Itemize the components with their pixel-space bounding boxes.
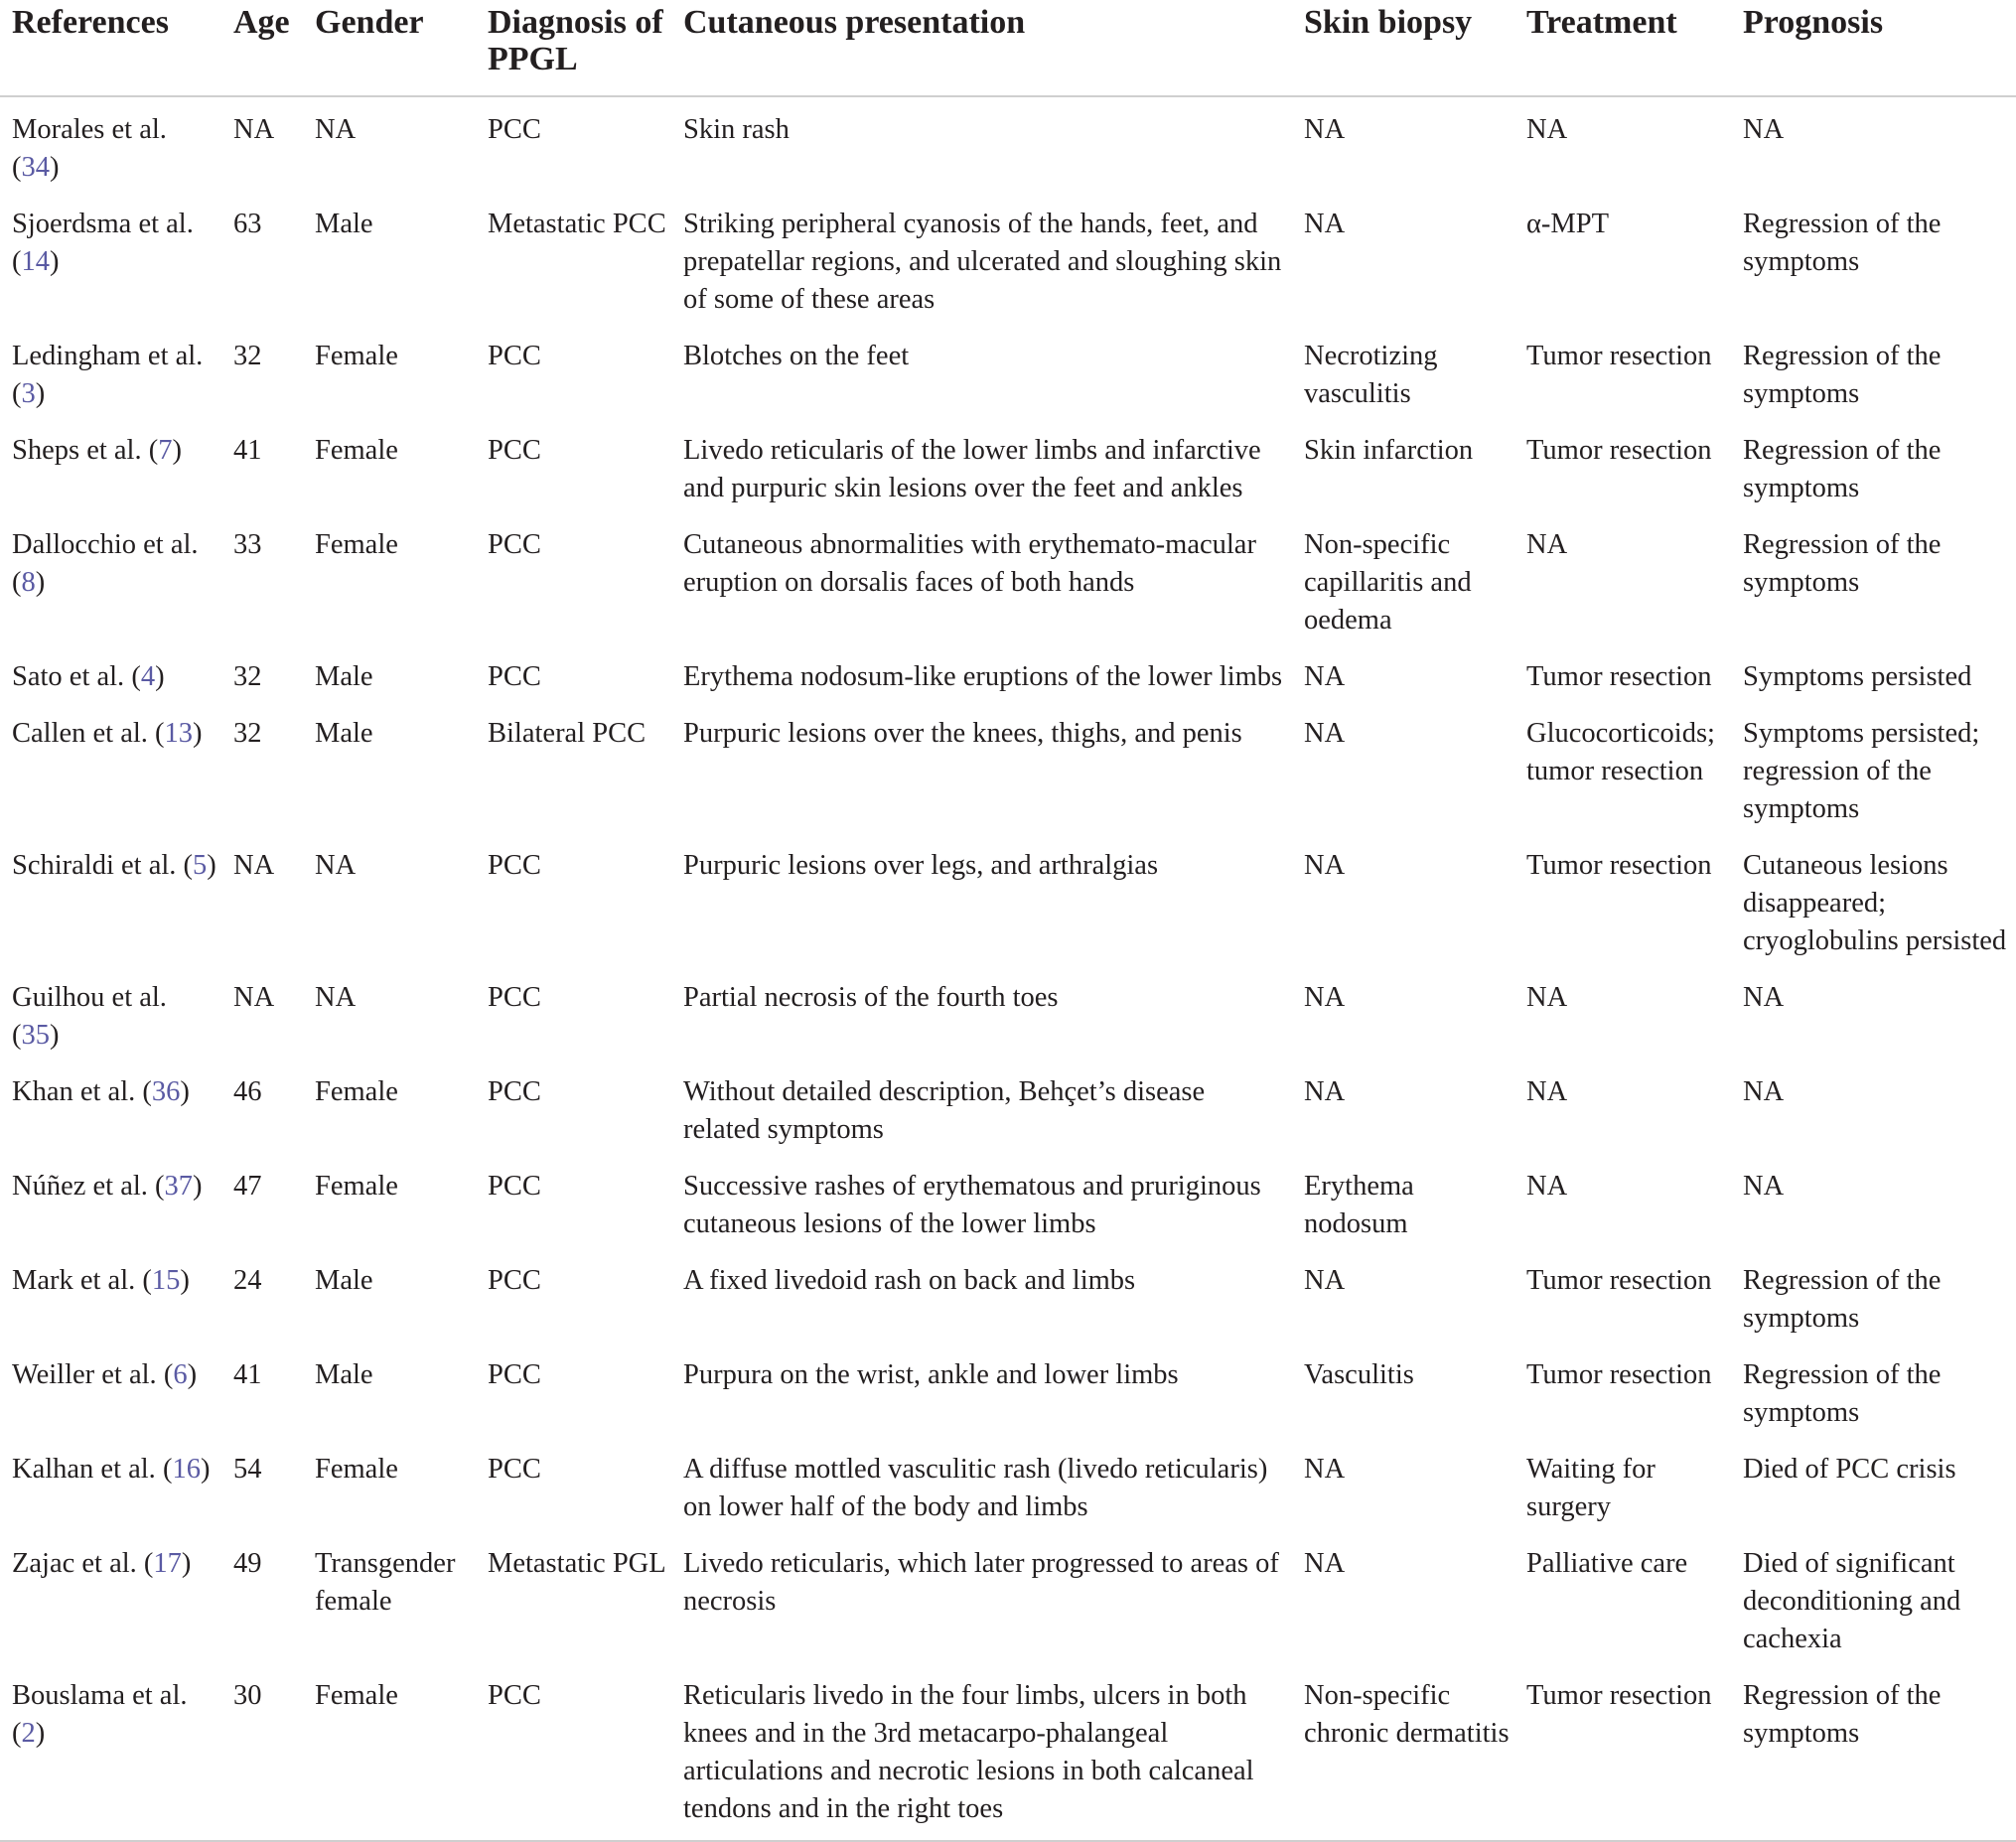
- cell-gender: Male: [315, 1359, 373, 1390]
- cell-gender: Female: [315, 435, 398, 466]
- cell-diagnosis: PCC: [488, 1265, 541, 1296]
- cell-treatment: Glucocorticoids; tumor resection: [1526, 718, 1715, 786]
- cell-prognosis: NA: [1743, 982, 1785, 1013]
- cell-cutaneous-presentation: Striking peripheral cyanosis of the hands, feet, and prepatellar regions, and ulcerated and sloughing skin of some of these areas: [683, 209, 1282, 315]
- cell-cutaneous-presentation: Without detailed description, Behçet’s disease related symptoms: [683, 1076, 1206, 1145]
- reference-link[interactable]: 34: [21, 152, 50, 183]
- reference-link[interactable]: 13: [164, 718, 194, 749]
- table-row: [0, 1060, 2016, 1154]
- cell-age: 41: [233, 1359, 262, 1390]
- table-row: [0, 1154, 2016, 1248]
- cell-skin-biopsy: NA: [1304, 982, 1346, 1013]
- table-row: [0, 833, 2016, 965]
- cell-treatment: NA: [1526, 114, 1568, 145]
- cell-treatment: Tumor resection: [1526, 1359, 1712, 1390]
- cell-reference: Núñez et al. (37): [12, 1171, 203, 1202]
- table-body: [0, 96, 2016, 1841]
- table-row: [0, 965, 2016, 1060]
- reference-link[interactable]: 2: [21, 1718, 36, 1749]
- cell-prognosis: Died of PCC crisis: [1743, 1454, 1956, 1485]
- reference-author: Schiraldi et al.: [12, 850, 177, 881]
- cell-reference: Sjoerdsma et al. (14): [12, 209, 194, 277]
- cell-prognosis: Regression of the symptoms: [1743, 1359, 1942, 1428]
- cell-gender: Female: [315, 341, 398, 371]
- cell-treatment: NA: [1526, 982, 1568, 1013]
- header-age: Age: [221, 0, 303, 96]
- reference-link[interactable]: 15: [151, 1265, 181, 1296]
- header-row: [0, 0, 2016, 96]
- cell-diagnosis: PCC: [488, 850, 541, 881]
- cell-gender: NA: [315, 850, 357, 881]
- cell-age: 49: [233, 1548, 262, 1579]
- cell-skin-biopsy: NA: [1304, 114, 1346, 145]
- cell-gender: Female: [303, 1663, 476, 1841]
- cell-prognosis: Died of significant deconditioning and cachexia: [1743, 1548, 1961, 1654]
- cell-age: 32: [233, 718, 262, 749]
- cell-cutaneous-presentation: Reticularis livedo in the four limbs, ulcers in both knees and in the 3rd metacarpo-phalangeal articulations and necrotic lesions in both calcaneal tendons and in the right toes: [671, 1663, 1292, 1841]
- cell-treatment: NA: [1526, 1076, 1568, 1107]
- table-row: [0, 1343, 2016, 1437]
- cell-skin-biopsy: Non-specific capillaritis and oedema: [1304, 529, 1472, 636]
- reference-link[interactable]: 8: [21, 567, 36, 598]
- cell-skin-biopsy: NA: [1304, 1265, 1346, 1296]
- header-cutaneous-presentation: Cutaneous presentation: [671, 0, 1292, 96]
- cell-cutaneous-presentation: Skin rash: [683, 114, 790, 145]
- cell-age: 32: [233, 341, 262, 371]
- cell-treatment: Tumor resection: [1526, 435, 1712, 466]
- reference-author: Dallocchio et al.: [12, 529, 199, 560]
- reference-link[interactable]: 5: [193, 850, 208, 881]
- cell-diagnosis: PCC: [488, 661, 541, 692]
- cell-cutaneous-presentation: Blotches on the feet: [683, 341, 910, 371]
- cell-reference: Sato et al. (4): [12, 661, 165, 692]
- reference-link[interactable]: 16: [172, 1454, 201, 1485]
- reference-author: Kalhan et al.: [12, 1454, 156, 1485]
- cell-treatment: Palliative care: [1526, 1548, 1688, 1579]
- reference-link[interactable]: 36: [151, 1076, 181, 1107]
- cell-reference: Schiraldi et al. (5): [12, 850, 216, 881]
- cell-diagnosis: PCC: [488, 529, 541, 560]
- table-row: [0, 324, 2016, 418]
- table-row: [0, 512, 2016, 644]
- cell-gender: Male: [315, 209, 373, 239]
- cell-cutaneous-presentation: Erythema nodosum-like eruptions of the lower limbs: [683, 661, 1283, 692]
- reference-author: Zajac et al.: [12, 1548, 137, 1579]
- reference-link[interactable]: 3: [21, 378, 36, 409]
- cell-cutaneous-presentation: Purpuric lesions over the knees, thighs, and penis: [683, 718, 1242, 749]
- cell-reference: Bouslama et al. (2): [0, 1663, 221, 1841]
- reference-author: Morales et al.: [12, 114, 167, 145]
- cell-gender: Female: [315, 1171, 398, 1202]
- cell-treatment: NA: [1526, 1171, 1568, 1202]
- cell-age: 24: [233, 1265, 262, 1296]
- cell-diagnosis: PCC: [488, 982, 541, 1013]
- cell-skin-biopsy: Skin infarction: [1304, 435, 1474, 466]
- cell-skin-biopsy: NA: [1304, 1548, 1346, 1579]
- cell-prognosis: Symptoms persisted: [1743, 661, 1972, 692]
- cell-diagnosis: Bilateral PCC: [488, 718, 647, 749]
- cell-gender: Female: [315, 529, 398, 560]
- cell-skin-biopsy: NA: [1304, 850, 1346, 881]
- cell-prognosis: Regression of the symptoms: [1743, 209, 1942, 277]
- table-row: [0, 192, 2016, 324]
- cell-treatment: Waiting for surgery: [1526, 1454, 1656, 1522]
- reference-author: Sjoerdsma et al.: [12, 209, 194, 239]
- table-row: [0, 1531, 2016, 1663]
- cell-age: 32: [233, 661, 262, 692]
- reference-author: Bouslama et al.: [12, 1680, 188, 1711]
- cell-diagnosis: PCC: [488, 1359, 541, 1390]
- cell-diagnosis: PCC: [488, 1454, 541, 1485]
- cell-prognosis: Regression of the symptoms: [1743, 341, 1942, 409]
- header-treatment: Treatment: [1514, 0, 1731, 96]
- table-row: [0, 701, 2016, 833]
- cell-age: 47: [233, 1171, 262, 1202]
- cell-cutaneous-presentation: A diffuse mottled vasculitic rash (livedo reticularis) on lower half of the body and limbs: [683, 1454, 1268, 1522]
- table-row: [0, 1248, 2016, 1343]
- reference-author: Khan et al.: [12, 1076, 136, 1107]
- header-references: References: [0, 0, 221, 96]
- header-gender: Gender: [303, 0, 476, 96]
- cell-gender: Male: [315, 1265, 373, 1296]
- cell-reference: Mark et al. (15): [12, 1265, 190, 1296]
- reference-link[interactable]: 6: [173, 1359, 188, 1390]
- cell-cutaneous-presentation: Partial necrosis of the fourth toes: [683, 982, 1059, 1013]
- cell-cutaneous-presentation: Livedo reticularis, which later progressed to areas of necrosis: [683, 1548, 1279, 1617]
- table-row: [0, 418, 2016, 512]
- cell-reference: Kalhan et al. (16): [12, 1454, 211, 1485]
- cell-gender: Male: [315, 661, 373, 692]
- cell-reference: Dallocchio et al. (8): [12, 529, 199, 598]
- cell-skin-biopsy: Vasculitis: [1304, 1359, 1414, 1390]
- cell-gender: NA: [315, 114, 357, 145]
- cell-gender: Transgender female: [315, 1548, 456, 1617]
- cell-treatment: Tumor resection: [1526, 1265, 1712, 1296]
- reference-author: Guilhou et al.: [12, 982, 167, 1013]
- cell-skin-biopsy: NA: [1304, 1076, 1346, 1107]
- cell-reference: Khan et al. (36): [12, 1076, 190, 1107]
- cell-age: 46: [233, 1076, 262, 1107]
- cell-skin-biopsy: NA: [1304, 661, 1346, 692]
- cell-diagnosis: PCC: [488, 1171, 541, 1202]
- cell-prognosis: Regression of the symptoms: [1743, 435, 1942, 503]
- cell-skin-biopsy: NA: [1304, 1454, 1346, 1485]
- cell-prognosis: Symptoms persisted; regression of the symptoms: [1743, 718, 1980, 824]
- cell-gender: Female: [315, 1076, 398, 1107]
- cell-treatment: Tumor resection: [1526, 661, 1712, 692]
- cell-cutaneous-presentation: Purpuric lesions over legs, and arthralgias: [683, 850, 1159, 881]
- cell-reference: Guilhou et al. (35): [12, 982, 167, 1051]
- cell-gender: NA: [315, 982, 357, 1013]
- cell-diagnosis: PCC: [488, 114, 541, 145]
- cell-prognosis: Regression of the symptoms: [1731, 1663, 2016, 1841]
- reference-author: Weiller et al.: [12, 1359, 157, 1390]
- cell-diagnosis: Metastatic PCC: [488, 209, 666, 239]
- cell-treatment: α-MPT: [1526, 209, 1610, 239]
- table-header: [0, 0, 2016, 96]
- cell-gender: Male: [315, 718, 373, 749]
- cell-prognosis: Regression of the symptoms: [1743, 1265, 1942, 1334]
- reference-link[interactable]: 14: [21, 246, 50, 277]
- cell-reference: Callen et al. (13): [12, 718, 203, 749]
- cell-skin-biopsy: Non-specific chronic dermatitis: [1292, 1663, 1514, 1841]
- cell-age: 33: [233, 529, 262, 560]
- cell-reference: Ledingham et al. (3): [12, 341, 204, 409]
- reference-link[interactable]: 7: [158, 435, 173, 466]
- cell-age: NA: [233, 114, 275, 145]
- cell-reference: Sheps et al. (7): [12, 435, 182, 466]
- cell-prognosis: Regression of the symptoms: [1743, 529, 1942, 598]
- cell-age: 63: [233, 209, 262, 239]
- table-row: [0, 1437, 2016, 1531]
- cell-diagnosis: Metastatic PGL: [488, 1548, 666, 1579]
- cell-skin-biopsy: NA: [1304, 718, 1346, 749]
- reference-author: Mark et al.: [12, 1265, 136, 1296]
- cell-cutaneous-presentation: Cutaneous abnormalities with erythemato-macular eruption on dorsalis faces of both hands: [683, 529, 1256, 598]
- cell-cutaneous-presentation: Successive rashes of erythematous and pruriginous cutaneous lesions of the lower limbs: [683, 1171, 1261, 1239]
- cell-age: 30: [221, 1663, 303, 1841]
- cell-reference: Morales et al. (34): [12, 114, 167, 183]
- reference-link[interactable]: 37: [164, 1171, 194, 1202]
- cell-reference: Weiller et al. (6): [12, 1359, 198, 1390]
- cell-treatment: Tumor resection: [1514, 1663, 1731, 1841]
- reference-author: Núñez et al.: [12, 1171, 148, 1202]
- cell-skin-biopsy: Erythema nodosum: [1304, 1171, 1414, 1239]
- header-prognosis: Prognosis: [1731, 0, 2016, 96]
- cell-cutaneous-presentation: Livedo reticularis of the lower limbs and infarctive and purpuric skin lesions over the feet and ankles: [683, 435, 1261, 503]
- cell-prognosis: NA: [1743, 1076, 1785, 1107]
- reference-author: Sheps et al.: [12, 435, 142, 466]
- reference-link[interactable]: 4: [140, 661, 156, 692]
- cell-prognosis: NA: [1743, 114, 1785, 145]
- cell-reference: Zajac et al. (17): [12, 1548, 192, 1579]
- reference-author: Callen et al.: [12, 718, 148, 749]
- table-row: [0, 96, 2016, 192]
- cell-cutaneous-presentation: A fixed livedoid rash on back and limbs: [683, 1265, 1136, 1296]
- cell-treatment: Tumor resection: [1526, 341, 1712, 371]
- cell-age: NA: [233, 982, 275, 1013]
- cell-prognosis: NA: [1743, 1171, 1785, 1202]
- cell-diagnosis: PCC: [476, 1663, 671, 1841]
- cell-diagnosis: PCC: [488, 341, 541, 371]
- cell-skin-biopsy: Necrotizing vasculitis: [1304, 341, 1438, 409]
- cell-prognosis: Cutaneous lesions disappeared; cryoglobulins persisted: [1743, 850, 2007, 956]
- reference-author: Sato et al.: [12, 661, 125, 692]
- cell-diagnosis: PCC: [488, 1076, 541, 1107]
- reference-link[interactable]: 17: [153, 1548, 182, 1579]
- cell-gender: Female: [315, 1454, 398, 1485]
- cell-age: NA: [233, 850, 275, 881]
- cell-cutaneous-presentation: Purpura on the wrist, ankle and lower limbs: [683, 1359, 1179, 1390]
- reference-link[interactable]: 35: [21, 1020, 50, 1051]
- cell-skin-biopsy: NA: [1304, 209, 1346, 239]
- cell-treatment: Tumor resection: [1526, 850, 1712, 881]
- cell-age: 41: [233, 435, 262, 466]
- header-skin-biopsy: Skin biopsy: [1292, 0, 1514, 96]
- header-diagnosis: Diagnosis of PPGL: [476, 0, 671, 96]
- cell-age: 54: [233, 1454, 262, 1485]
- table-row: [0, 644, 2016, 701]
- cell-diagnosis: PCC: [488, 435, 541, 466]
- cell-treatment: NA: [1526, 529, 1568, 560]
- reference-author: Ledingham et al.: [12, 341, 204, 371]
- table-row: [0, 1663, 2016, 1841]
